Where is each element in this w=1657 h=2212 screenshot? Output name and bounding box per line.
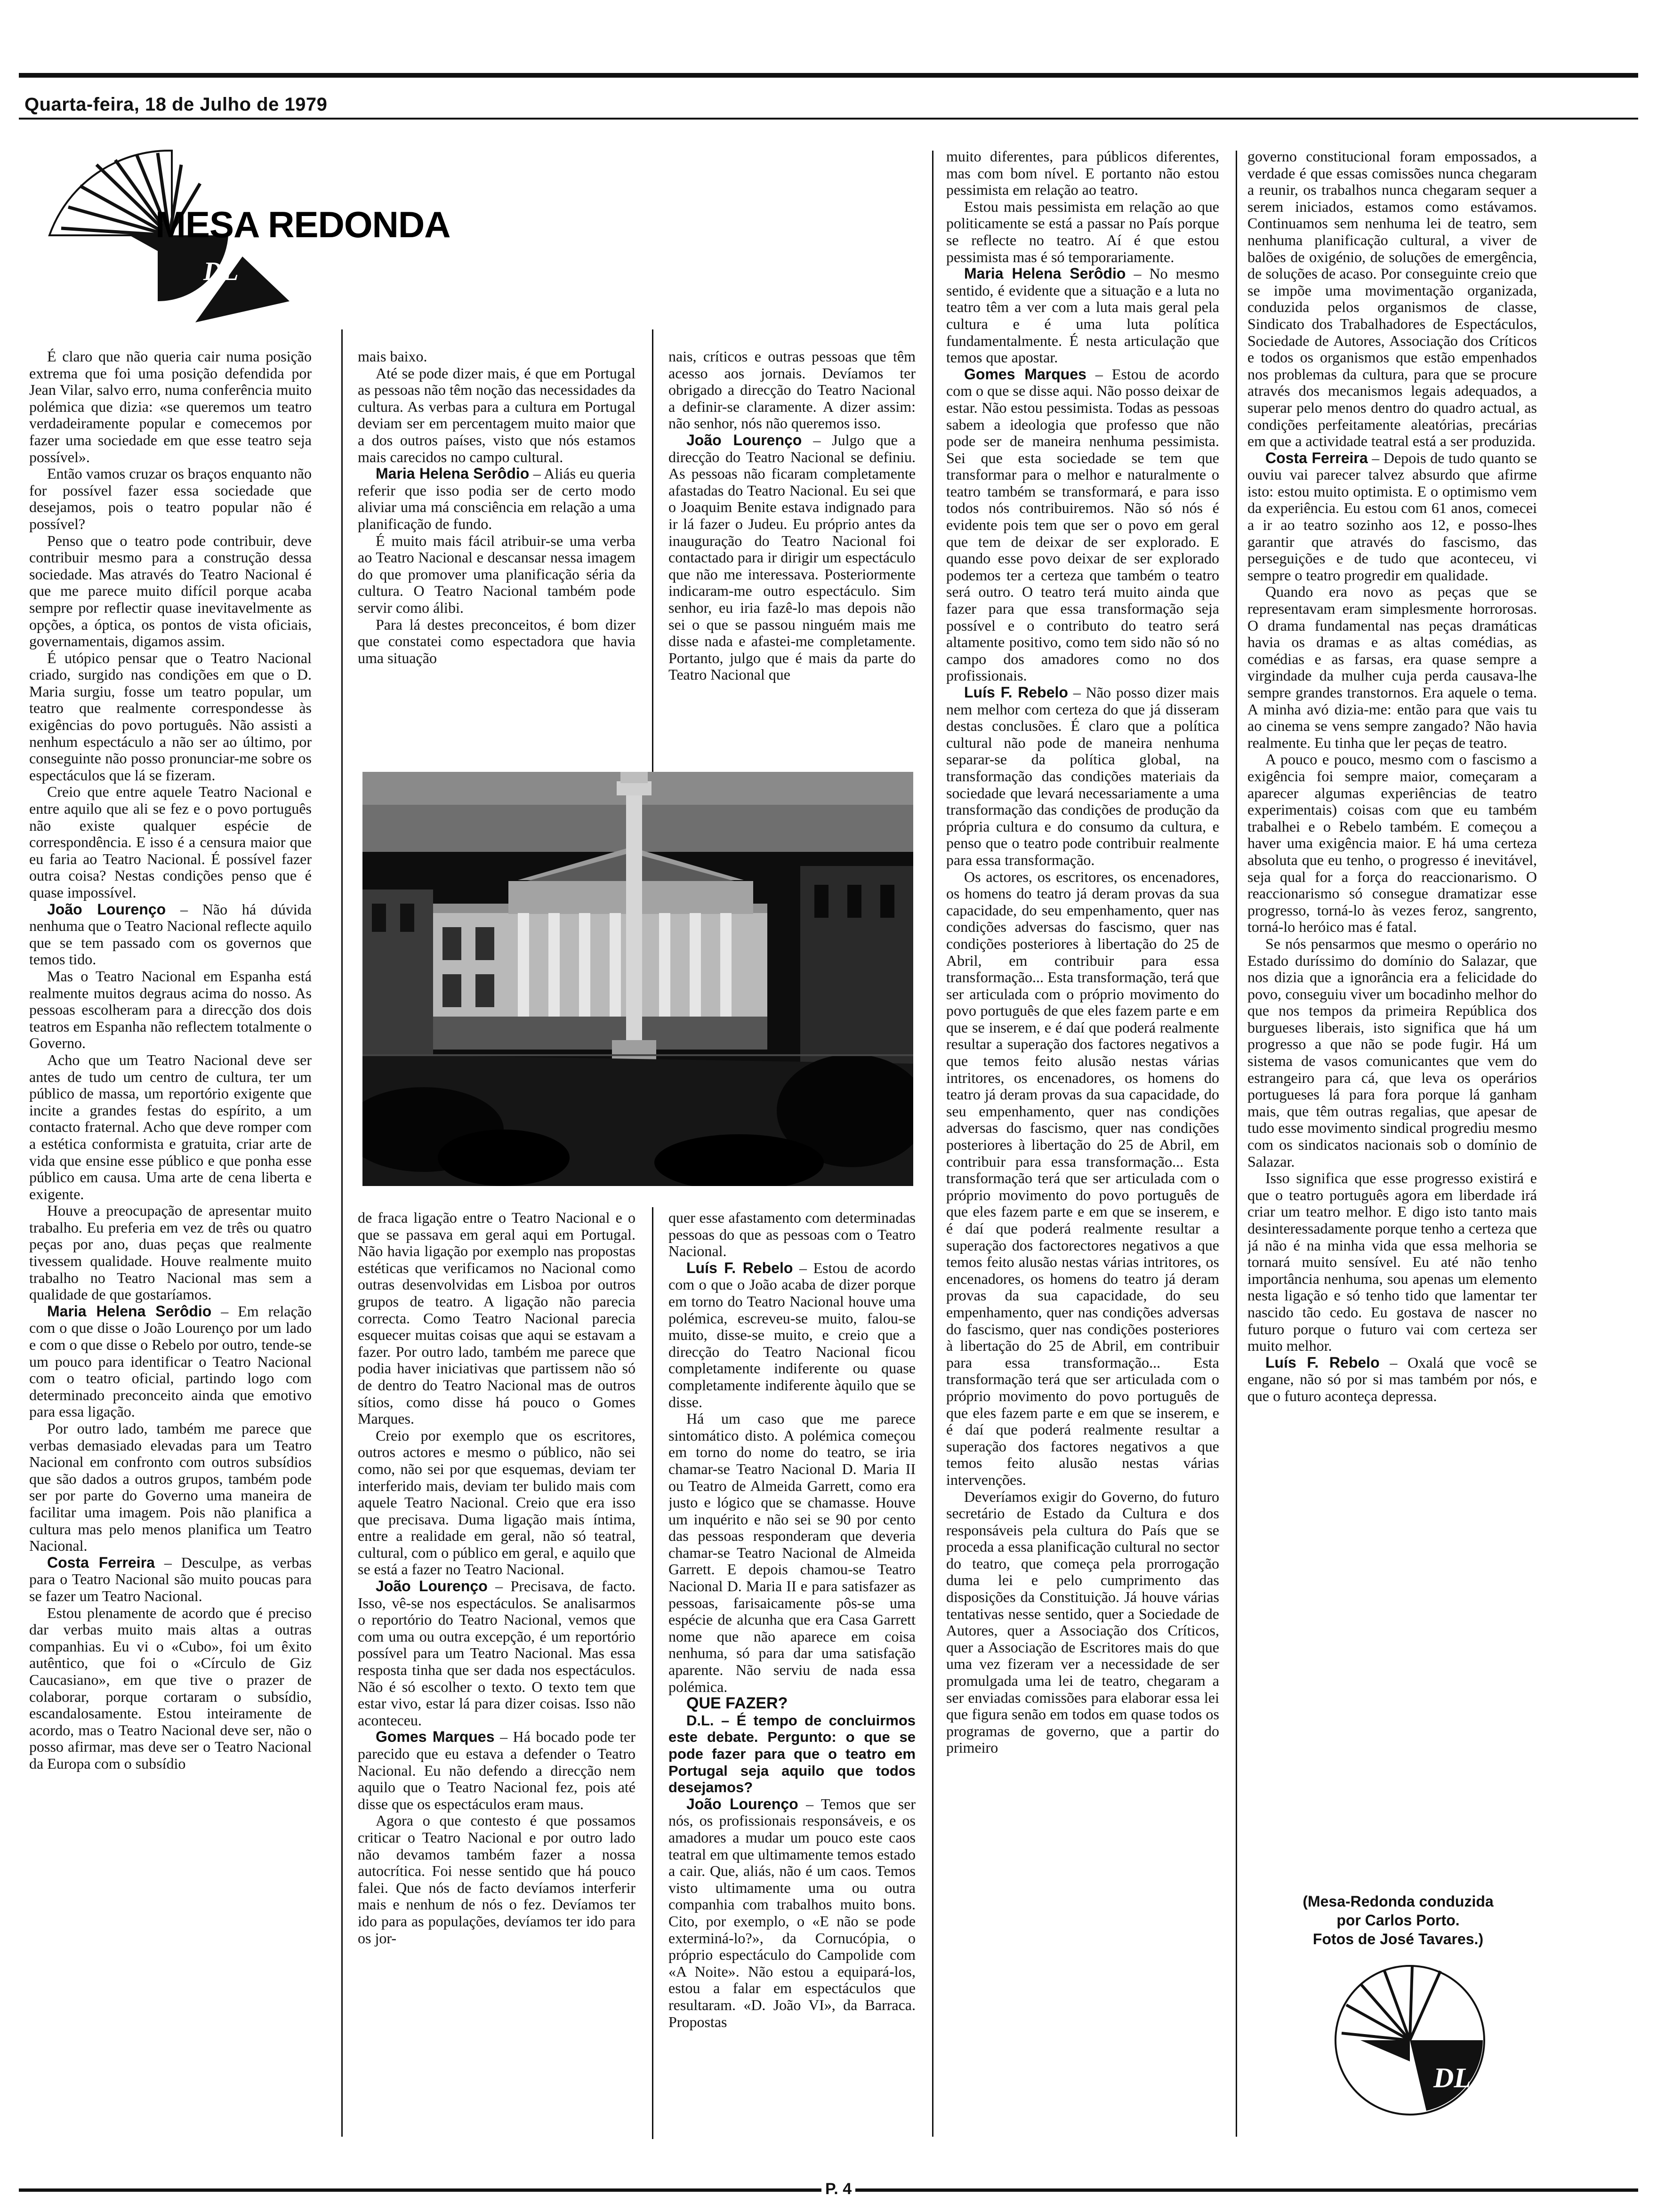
article-paragraph [668,1411,916,1695]
article-column-4 [946,148,1219,2139]
article-paragraph [29,784,312,901]
article-paragraph [1247,148,1537,450]
page-number: P. 4 [821,2180,855,2198]
article-paragraph [29,968,312,1052]
article-paragraph [358,1812,635,1947]
article-column-1 [29,348,312,2139]
paragraph-text: quer esse afastamento com determinadas pessoas do que as pessoas com o Teatro Nacional. [668,1210,916,1260]
paragraph-text: – Há bocado pode ter parecido que eu estava a defender o Teatro Nacional. Eu não defendo a direcção nem aquilo que o Teatro Nacional fez, pois até disse que os espectáculos eram maus. [358,1728,635,1812]
paragraph-text: muito diferentes, para públicos diferentes, mas com bom nível. E portanto não estou pessimista em relação ao teatro. [946,148,1219,199]
article-paragraph [29,465,312,532]
column-rule-1 [341,329,343,2137]
article-paragraph [358,465,635,532]
article-paragraph [358,1729,635,1812]
paragraph-text: Por outro lado, também me parece que verbas demasiado elevadas para um Teatro Nacional em confronto com outros subsídios que são dados a outros grupos, também pode ser por parte do Governo uma maneira de facilitar uma imagem. Pois não planifica a cultura mas pelo menos planifica um Teatro Nacional. [29,1420,312,1555]
paragraph-text: Houve a preocupação de apresentar muito trabalho. Eu preferia em vez de três ou quatro peças por ano, duas peças que realmente tivessem qualidade. Houve realmente muito trabalho no Teatro Nacional mas sem a qualidade de que gostaríamos. [29,1202,312,1303]
paragraph-text: mais baixo. [358,348,427,365]
article-paragraph [946,199,1219,265]
paragraph-text: – Oxalá que você se engane, não só por si mas também por nós, e que o futuro aconteça depressa. [1247,1354,1537,1404]
article-paragraph [358,348,635,365]
paragraph-text: Há um caso que me parece sintomático disto. A polémica começou em torno do nome do teatro, se iria chamar-se Teatro Nacional D. Maria II ou Teatro de Almeida Garrett, como era justo e lógico que se chamasse. Houve um inquérito e não sei se 90 por cento das pessoas responderam que deveria chamar-se Teatro Nacional de Almeida Garrett. E depois chamou-se Teatro Nacional D. Maria II e para satisfazer as pessoas, farisaicamente pôs-se uma espécie de alcunha que era Casa Garrett nome que não aparece em coisa nenhuma, só para dar uma satisfação aparente. Não serviu de nada essa polémica. [668,1410,916,1695]
issue-date: Quarta-feira, 18 de Julho de 1979 [24,94,328,115]
logo-emblem-letters: DL [203,257,239,286]
article-paragraph [1247,1170,1537,1354]
paragraph-text: nais, críticos e outras pessoas que têm acesso aos jornais. Devíamos ter obrigado a direcção do Teatro Nacional a definir-se claramente. A dizer assim: não senhor, nós não queremos isso. [668,348,916,432]
paragraph-text: É muito mais fácil atribuir-se uma verba ao Teatro Nacional e descansar nessa imagem do que promover uma planificação séria da cultura. O Teatro Nacional também pode servir como álibi. [358,532,635,616]
paragraph-text: – Estou de acordo com o que o João acaba de dizer porque em torno do Teatro Nacional houve uma polémica, escreveu-se muito, falou-se muito, disse-se muito, e creio que a direcção do Teatro Nacional ficou completamente indiferente ou quase completamente indiferente àquilo que se disse. [668,1259,916,1411]
paragraph-text: Estou mais pessimista em relação ao que politicamente se está a passar no País porque se reflecte no teatro. Aí é que estou pessimista mas é só temporariamente. [946,198,1219,265]
dl-emblem-icon [1332,1963,1488,2118]
article-paragraph [1247,450,1537,584]
paragraph-text: Creio que entre aquele Teatro Nacional e entre aquilo que ali se fez e o povo português não existe qualquer espécie de correspondência. E isso é a censura maior que eu faria ao Teatro Nacional. É possível fazer outra coisa? Nestas condições penso que é quase impossível. [29,783,312,901]
paragraph-text: – Aliás eu queria referir que isso podia ser de certo modo aliviar uma má consciência em relação a uma planificação de fundo. [358,465,635,532]
article-paragraph [946,265,1219,366]
article-paragraph [1247,1354,1537,1405]
paragraph-text: governo constitucional foram empossados, a verdade é que essas comissões nunca chegaram a reunir, os trabalhos nunca chegaram sequer a serem iniciados, estamos como estávamos. Continuamos sem nenhuma lei de teatro, sem nenhuma planificação cultural, a viver de balões de oxigénio, de soluções de emergência, de soluções de acaso. Por conseguinte creio que se impõe uma movimentação organizada, conduzida pelos organismos de classe, Sindicato dos Trabalhadores de Espectáculos, Sociedade de Autores, Associação dos Críticos e todos os organismos que estão empenhados nos problemas da cultura, para que se procure através dos mecanismos legais adequados, a superar pelo menos dentro do quadro actual, as condições perfeitamente aleatórias, precárias em que a actividade teatral está a ser produzida. [1247,148,1537,450]
photo-credit [1266,1892,1530,1948]
paragraph-text: Estou plenamente de acordo que é preciso dar verbas muito mais altas a outras companhias. Eu vi o «Cubo», foi um êxito autêntico, que foi o «Círculo de Giz Caucasiano», em que tive o prazer de colaborar, porque cortaram o subsídio, escandalosamente. Estou inteiramente de acordo, mas o Teatro Nacional deve ser, não o posso afirmar, mas deve ser o Teatro Nacional da Europa com o subsídio [29,1604,312,1772]
paragraph-text: Isso significa que esse progresso existirá e que o teatro português agora em liberdade irá criar um teatro melhor. E digo isto tanto mais desinteressadamente porque tenho a certeza que já não é na minha vida que essa melhoria se tornará muito sensível. Eu até não tenho importância nenhuma, sou apenas um elemento nesta ligação e só tenho tido que lamentar ter nascido tão cedo. Eu gostava de nascer no futuro porque o futuro vai com certeza ser muito melhor. [1247,1170,1537,1354]
paragraph-text: Agora o que contesto é que possamos criticar o Teatro Nacional e por outro lado não devamos também fazer a nossa autocrítica. Foi nesse sentido que há pouco falei. Que nós de facto devíamos interferir mais e nenhum de nós o fez. Devíamos ter ido para as populações, devíamos ter ido para os jor- [358,1812,635,1947]
paragraph-text: Se nós pensarmos que mesmo o operário no Estado duríssimo do domínio do Salazar, que nos dizia que a ignorância era a felicidade do povo, conseguiu viver um bocadinho melhor do que nos tempos da primeira República dos burgueses liberais, isto significa que há um progresso a que não se pode fugir. Há um sistema de vasos comunicantes que vem do estrangeiro para cá, que leva os operários portugueses lá para fora porque lá ganham mais, que têm outras regalias, que apesar de tudo esse movimento sindical progrediu mesmo com os sindicatos nacionais sob o domínio de Salazar. [1247,935,1537,1170]
article-paragraph [946,1489,1219,1757]
article-paragraph [946,869,1219,1489]
paragraph-text: Mas o Teatro Nacional em Espanha está realmente muitos degraus acima do nosso. As pessoas escolheram para a direcção dos dois teatros em Espanha não reflectem totalmente o Governo. [29,967,312,1052]
article-column-5 [1247,148,1537,1880]
paragraph-text: Para lá destes preconceitos, é bom dizer que constatei como espectadora que havia uma situação [358,616,635,666]
paragraph-text: Deveríamos exigir do Governo, do futuro secretário de Estado da Cultura e dos responsáveis pela cultura do País que se proceda a essa planificação cultural no sector do teatro, que começa pela prorrogação duma lei e pelo cumprimento das disposições da Constituição. Já houve várias tentativas nesse sentido, quer a Sociedade de Autores, quer a Associação dos Críticos, quer a Associação de Escritores mais do que uma vez fizeram ver a necessidade de ser promulgada uma lei de teatro, chegaram a ser enviadas comissões para elaborar essa lei que figura senão em todos em quase todos os programas de governo, que a partir do primeiro [946,1488,1219,1756]
speaker-name: Maria Helena Serôdio [964,265,1126,282]
paragraph-text: Penso que o teatro pode contribuir, deve contribuir mesmo para a construção dessa sociedade. Mas através do Teatro Nacional é que me parece muito difícil porque acaba sempre por reflectir quase inevitavelmente as opções, a óptica, os pontos de vista oficiais, governamentais, digamos assim. [29,532,312,650]
article-paragraph [668,432,916,683]
article-paragraph [29,901,312,968]
article-paragraph [668,1210,916,1260]
article-paragraph [29,533,312,650]
header-rule-bottom [19,118,1638,120]
speaker-name: Luís F. Rebelo [964,684,1068,701]
paragraph-text: – Não posso dizer mais nem melhor com certeza do que já disseram destas conclusões. É claro que a política cultural não pode de maneira nenhuma separar-se da política global, na transformação das condições materiais da sociedade que levará necessariamente a uma transformação das condições de produção da própria cultura e do consumo da cultura, e penso que o teatro pode contribuir realmente para essa transformação. [946,684,1219,868]
interviewer-question: D.L. – É tempo de concluirmos este debate. Pergunto: o que se pode fazer para que o teatro em Portugal seja aquilo que todos desejamos? [668,1712,916,1796]
paragraph-text: – Julgo que a direcção do Teatro Nacional se definiu. As pessoas não ficaram completamente afastadas do Teatro Nacional. Eu sei que o Joaquim Benite estava indignado para ir lá fazer o Judeu. Eu próprio antes da inauguração do Teatro Nacional foi contactado para ir dirigir um espectáculo que não me interessava. Posteriormente indicaram-me outro espectáculo. Sim senhor, eu iria fazê-lo mas depois não sei o que se passou ninguém mais me disse nada e afastei-me completamente. Portanto, julgo que é mais da parte do Teatro Nacional que [668,431,916,683]
theatre-photograph [362,772,913,1186]
column-rule-4 [1236,151,1237,2137]
paragraph-text: Então vamos cruzar os braços enquanto não for possível fazer essa sociedade que desejamos, pois o teatro popular não é possível? [29,465,312,532]
article-paragraph [946,684,1219,869]
article-paragraph [946,366,1219,684]
paragraph-text: Quando era novo as peças que se representavam eram simplesmente horrorosas. O drama fundamental nas peças dramáticas havia os dramas e as altas comédias, as comédias e as farsas, era quase sempre a virgindade da mulher cuja perda causava-lhe sempre grandes transtornos. Era aquele o tema. A minha avó dizia-me: então para que vais tu ao cinema se vens sempre zangado? Não havia realmente. Eu tinha que ler peças de teatro. [1247,583,1537,751]
speaker-name: Costa Ferreira [1265,449,1368,466]
article-paragraph [29,1052,312,1202]
speaker-name: Luís F. Rebelo [1265,1354,1380,1371]
speaker-name: Gomes Marques [376,1728,495,1746]
paragraph-text: A pouco e pouco, mesmo com o fascismo a exigência foi sempre maior, começaram a aparecer algumas experiências de teatro experimentais) coisas com que eu também trabalhei e o Rebelo também. E começou a haver uma exigência maior. E há uma certeza absoluta que eu tenho, o progresso é inevitável, seja qual for a força do reaccionarismo. O reaccionarismo só consegue dramatizar esse progresso, torná-lo às vezes feroz, sangrento, torná-lo heróico mas é fatal. [1247,751,1537,936]
article-paragraph [29,348,312,465]
article-paragraph [668,348,916,432]
credit-line-2: por Carlos Porto. [1336,1912,1460,1929]
paragraph-text: – Em relação com o que disse o João Lourenço por um lado e com o que disse o Rebelo por outro, tende-se um pouco para identificar o Teatro Nacional com o teatro oficial, partindo logo com determinado preconceito ainda que emotivo para essa ligação. [29,1302,312,1420]
article-column-2-bottom [358,1210,635,2139]
paragraph-text: – Temos que ser nós, os profissionais responsáveis, e os amadores a mudar um pouco este caos teatral em que ultimamente temos estado a cair. Que, aliás, não é um caos. Temos visto ultimamente uma ou outra companhia com trabalhos muito bons. Cito, por exemplo, o «E não se pode exterminá-lo?», da Cornucópia, o próprio espectáculo do Campolide com «A Noite». Não estou a equipará-los, estou a falar em espectáculos que resultaram. «D. João VI», da Barraca. Propostas [668,1795,916,2030]
credit-line-1: (Mesa-Redonda conduzida [1303,1893,1494,1910]
speaker-name: João Lourenço [686,1795,798,1812]
paragraph-text: – Precisava, de facto. Isso, vê-se nos espectáculos. Se analisarmos o reportório do Teatro Nacional, vemos que com uma ou outra excepção, é um reportório possível para um Teatro Nacional. Mas essa resposta tinha que ser dada nos espectáculos. Não é só escolher o texto. O texto tem que estar vivo, estar lá para dizer coisas. Isso não aconteceu. [358,1578,635,1729]
article-paragraph [29,1555,312,1605]
speaker-name: Maria Helena Serôdio [47,1302,212,1320]
paragraph-text: É claro que não queria cair numa posição extrema que foi uma posição defendida por Jean Vilar, salvo erro, numa conferência muito polémica que dizia: «se queremos um teatro verdadeiramente popular e comecemos por fazer uma sociedade em que esse teatro seja possível». [29,348,312,465]
paragraph-text: Os actores, os escritores, os encenadores, os homens do teatro já deram provas da sua capacidade, do seu empenhamento, quer nas condições adversas do fascismo, quer nas condições posteriores à libertação do 25 de Abril, em contribuir para essa transformação... Esta transformação, terá que ser articulada com o próprio movimento do povo português de que eles fazem parte e em que se inserem, e é daí que poderá realmente resultar a superação dos factores negativos a que temos feito alusão nestas várias intritores, os encenadores, os homens do teatro já deram provas da sua capacidade, do seu empenhamento, quer nas condições adversas do fascismo, quer nas condições posteriores à libertação do 25 de Abril, em contribuir para essa transformação... Esta transformação terá que ser articulada com o próprio movimento do povo português de que eles fazem parte e em que se inserem, e é daí que poderá realmente resultar a superação dos factorectores negativos a que temos feito alusão nestas várias intritores, os encenadores, os homens do teatro já deram provas da sua capacidade, do seu empenhamento, quer nas condições adversas do fascismo, quer nas condições posteriores à libertação do 25 de Abril, em contribuir para essa transformação... Esta transformação terá que ser articulada com o próprio movimento do povo português de que eles fazem parte e em que se inserem, e é daí que poderá realmente resultar a superação dos factores negativos a que temos feito alusão nestas várias intervenções. [946,868,1219,1488]
article-paragraph [358,617,635,667]
paragraph-text: É utópico pensar que o Teatro Nacional criado, surgido nas condições em que o D. Maria surgiu, fosse um teatro popular, um teatro que realmente correspondesse às exigências do povo português. Não assisti a nenhum espectáculo a não ser ao último, por conseguinte não posso pronunciar-me sobre os espectáculos que lá se fizeram. [29,649,312,784]
paragraph-text: – Depois de tudo quanto se ouviu vai parecer talvez absurdo que afirme isto: estou muito optimista. E o optimismo vem da experiência. Eu estou com 61 anos, comecei a ir ao teatro sozinho aos 12, e posso-lhes garantir que através do fascismo, das perseguições e de tudo que aconteceu, vi sempre o teatro progredir em qualidade. [1247,449,1537,584]
paragraph-text: – Estou de acordo com o que se disse aqui. Não posso deixar de estar. Não estou pessimista. Todas as pessoas sabem a ideologia que professo que não pode ser de maneira nenhuma pessimista. Sei que esta sociedade se tem que transformar para o melhor e naturalmente o teatro também se transformará, e para isso todos nós contribuiremos. Não só nós é evidente pois tem que ser o povo em geral que tem de deixar de ser explorado. E quando esse povo deixar de ser explorado podemos ter a certeza que também o teatro será outro. O teatro terá muito ainda que fazer para que essa transformação seja possível e o contributo do teatro será altamente positivo, como tem sido não só no campo dos amadores como no dos profissionais. [946,365,1219,684]
article-paragraph [29,1202,312,1303]
paragraph-text: Até se pode dizer mais, é que em Portugal as pessoas não têm noção das necessidades da cultura. As verbas para a cultura em Portugal deviam ser em percentagem muito maior que a dos outros países, visto que nós estamos mais carecidos no campo cultural. [358,364,635,465]
paragraph-text: – Não há dúvida nenhuma que o Teatro Nacional reflecte aquilo que se tem passado com os governos que temos tido. [29,900,312,968]
column-rule-2b [652,1207,653,2139]
paragraph-text: Creio por exemplo que os escritores, outros actores e mesmo o público, não sei como, não sei por que esquemas, deviam ter interferido mais, deviam ter bulido mais com aquele Teatro Nacional. Creio que era isso que precisava. Duma ligação mais íntima, entre a realidade em geral, não só teatral, cultural, com o público em geral, e aquilo que se está a fazer no Teatro Nacional. [358,1427,635,1578]
column-rule-3 [932,151,933,2137]
paragraph-text: de fraca ligação entre o Teatro Nacional e o que se passava em geral aqui em Portugal. Não havia ligação por exemplo nas propostas estéticas que verificamos no Nacional como outras desenvolvidas em Lisboa por outros grupos de teatro. A ligação não parecia correcta. Como Teatro Nacional parecia esquecer muitas coisas que aqui se estavam a fazer. Por outro lado, também me parece que podia haver iniciativas que partissem não só de dentro do Teatro Nacional mas de outros sítios, como disse há pouco o Gomes Marques. [358,1210,635,1427]
article-paragraph [358,1427,635,1578]
article-paragraph [946,148,1219,199]
speaker-name: Costa Ferreira [47,1554,155,1571]
section-title: MESA REDONDA [155,204,450,245]
paragraph-text: Acho que um Teatro Nacional deve ser antes de tudo um centro de cultura, ter um público de massa, um reportório exigente que incite a grandes festas do espírito, a um contacto fraternal. Acho que deve romper com a estética conformista e gratuita, criar arte de vida que ensine esse público e que ponha esse público em causa. Uma arte de cena liberta e exigente. [29,1051,312,1202]
article-paragraph [358,1578,635,1729]
emblem-dl-text: DL [1433,2062,1471,2093]
article-paragraph [1247,936,1537,1170]
speaker-name: João Lourenço [47,900,166,918]
paragraph-text: – Desculpe, as verbas para o Teatro Nacional são muito poucas para se fazer um Teatro Nacional. [29,1554,312,1604]
article-column-3-bottom [668,1210,916,2139]
article-paragraph [1247,751,1537,936]
speaker-name: Maria Helena Serôdio [376,465,530,482]
article-column-3-top [668,348,916,755]
article-paragraph [358,533,635,617]
speaker-name: João Lourenço [376,1578,488,1595]
article-column-2-top [358,348,635,755]
article-paragraph [29,1420,312,1555]
header-rule-top [19,73,1638,78]
article-paragraph [29,650,312,784]
section-heading: QUE FAZER? [686,1694,788,1713]
article-paragraph [29,1303,312,1420]
credit-line-3: Fotos de José Tavares.) [1312,1931,1484,1948]
article-paragraph [358,1210,635,1427]
article-paragraph [1247,584,1537,751]
article-paragraph [668,1260,916,1411]
article-paragraph [29,1605,312,1772]
paragraph-text: – No mesmo sentido, é evidente que a situação e a luta no teatro têm a ver com a luta mais geral pela cultura e é uma luta política fundamentalmente. É nesta articulação que temos que apostar. [946,265,1219,366]
article-paragraph [358,365,635,466]
speaker-name: João Lourenço [686,431,802,449]
article-paragraph [668,1796,916,2030]
speaker-name: Luís F. Rebelo [686,1259,793,1276]
speaker-name: Gomes Marques [964,365,1086,383]
